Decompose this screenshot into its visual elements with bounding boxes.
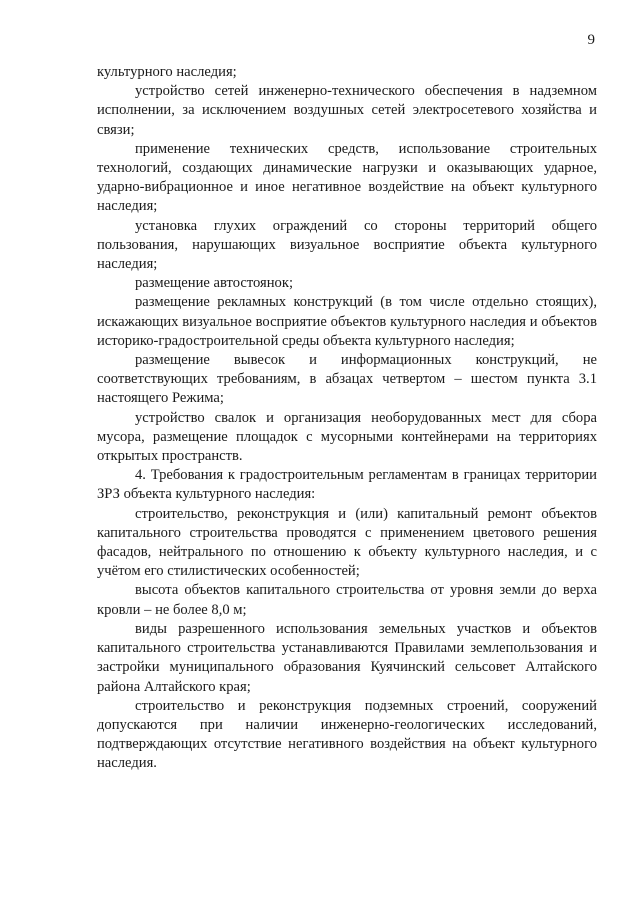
- paragraph: размещение рекламных конструкций (в том числе отдельно стоящих), искажающих визуальное восприятие объектов культурного наследия и объектов историко-градостроительной среды объекта культурного наследия;: [97, 294, 597, 349]
- paragraph: размещение вывесок и информационных конструкций, не соответствующих требованиям, в абзацах четвертом – шестом пункта 3.1 настоящего Режима;: [97, 352, 597, 407]
- paragraph: строительство и реконструкция подземных строений, сооружений допускаются при наличии инженерно-геологических исследований, подтверждающих отсутствие негативного воздействия на объект культурного наследия.: [97, 697, 597, 772]
- document-body: [97, 63, 597, 774]
- paragraph: культурного наследия;: [97, 64, 237, 80]
- paragraph: строительство, реконструкция и (или) капитальный ремонт объектов капитального строительства проводятся с применением цветового решения фасадов, нейтрального по отношению к объекту культурного наследия, и с учётом его стилистических особенностей;: [97, 505, 597, 580]
- paragraph: установка глухих ограждений со стороны территорий общего пользования, нарушающих визуальное восприятие объекта культурного наследия;: [97, 217, 597, 273]
- section-heading: 4. Требования к градостроительным регламентам в границах территории ЗРЗ объекта культурного наследия:: [97, 467, 597, 503]
- paragraph: виды разрешенного использования земельных участков и объектов капитального строительства устанавливаются Правилами землепользования и застройки муниципального образования Куячинский сельсовет Алтайского района Алтайского края;: [97, 620, 597, 695]
- paragraph: высота объектов капитального строительства от уровня земли до верха кровли – не более 8,0 м;: [97, 582, 597, 618]
- paragraph: применение технических средств, использование строительных технологий, создающих динамические нагрузки и оказывающих ударное, ударно-вибрационное и иное негативное воздействие на объект культурного наследия;: [97, 140, 597, 215]
- page-number: 9: [587, 32, 595, 48]
- paragraph: устройство сетей инженерно-технического обеспечения в надземном исполнении, за исключением воздушных сетей электросетевого хозяйства и связи;: [97, 83, 597, 138]
- paragraph: размещение автостоянок;: [135, 275, 294, 292]
- paragraph: устройство свалок и организация необорудованных мест для сбора мусора, размещение площадок с мусорными контейнерами на территориях открытых пространств.: [97, 409, 597, 465]
